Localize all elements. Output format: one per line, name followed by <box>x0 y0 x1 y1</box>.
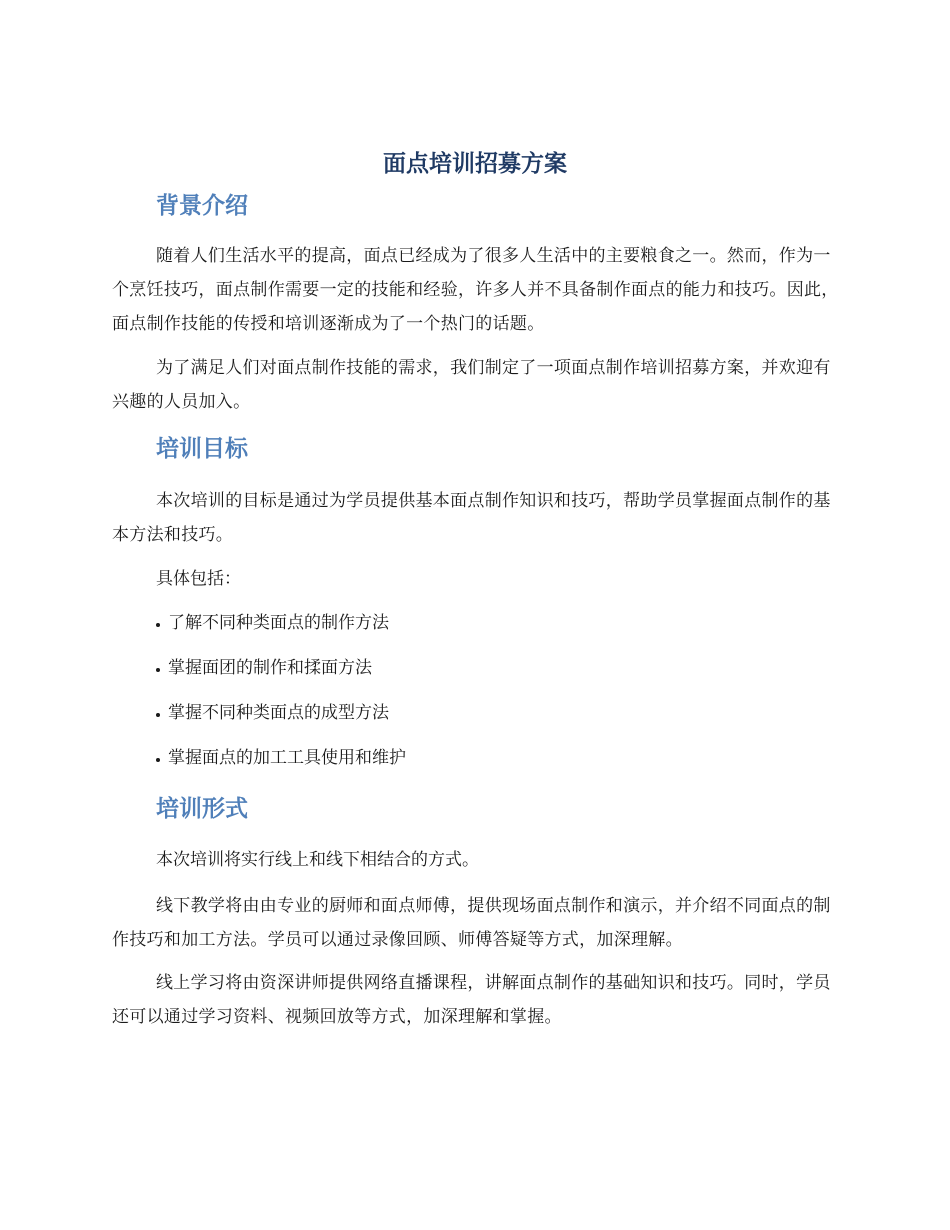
bullet-icon <box>156 623 160 627</box>
goals-bullet-list <box>156 606 406 786</box>
format-paragraph-2: 线下教学将由由专业的厨师和面点师傅，提供现场面点制作和演示，并介绍不同面点的制作技巧和加工方法。学员可以通过录像回顾、师傅答疑等方式，加深理解。 <box>112 896 831 950</box>
list-item <box>156 606 406 651</box>
list-item <box>156 741 406 786</box>
background-paragraph-2: 为了满足人们对面点制作技能的需求，我们制定了一项面点制作培训招募方案，并欢迎有兴趣的人员加入。 <box>112 358 831 412</box>
list-item-text: 掌握面团的制作和揉面方法 <box>168 658 372 678</box>
format-paragraph-3: 线上学习将由资深讲师提供网络直播课程，讲解面点制作的基础知识和技巧。同时，学员还可以通过学习资料、视频回放等方式，加深理解和掌握。 <box>112 973 831 1027</box>
section-heading-goals: 培训目标 <box>156 436 248 462</box>
list-item <box>156 696 406 741</box>
list-item <box>156 651 406 696</box>
format-paragraph-1: 本次培训将实行线上和线下相结合的方式。 <box>156 850 479 870</box>
bullet-icon <box>156 668 160 672</box>
section-heading-format: 培训形式 <box>156 796 248 822</box>
background-paragraph-1: 随着人们生活水平的提高，面点已经成为了很多人生活中的主要粮食之一。然而，作为一个烹饪技巧，面点制作需要一定的技能和经验，许多人并不具备制作面点的能力和技巧。因此，面点制作技能的传授和培训逐渐成为了一个热门的话题。 <box>112 246 839 334</box>
list-item-text: 掌握面点的加工工具使用和维护 <box>168 748 406 768</box>
list-item-text: 掌握不同种类面点的成型方法 <box>168 703 389 723</box>
section-heading-background: 背景介绍 <box>156 193 248 219</box>
list-item-text: 了解不同种类面点的制作方法 <box>168 613 389 633</box>
bullet-icon <box>156 758 160 762</box>
bullet-icon <box>156 713 160 717</box>
goals-paragraph-1: 本次培训的目标是通过为学员提供基本面点制作知识和技巧，帮助学员掌握面点制作的基本方法和技巧。 <box>112 491 831 545</box>
document-title: 面点培训招募方案 <box>383 151 567 177</box>
goals-list-intro: 具体包括： <box>156 569 241 589</box>
